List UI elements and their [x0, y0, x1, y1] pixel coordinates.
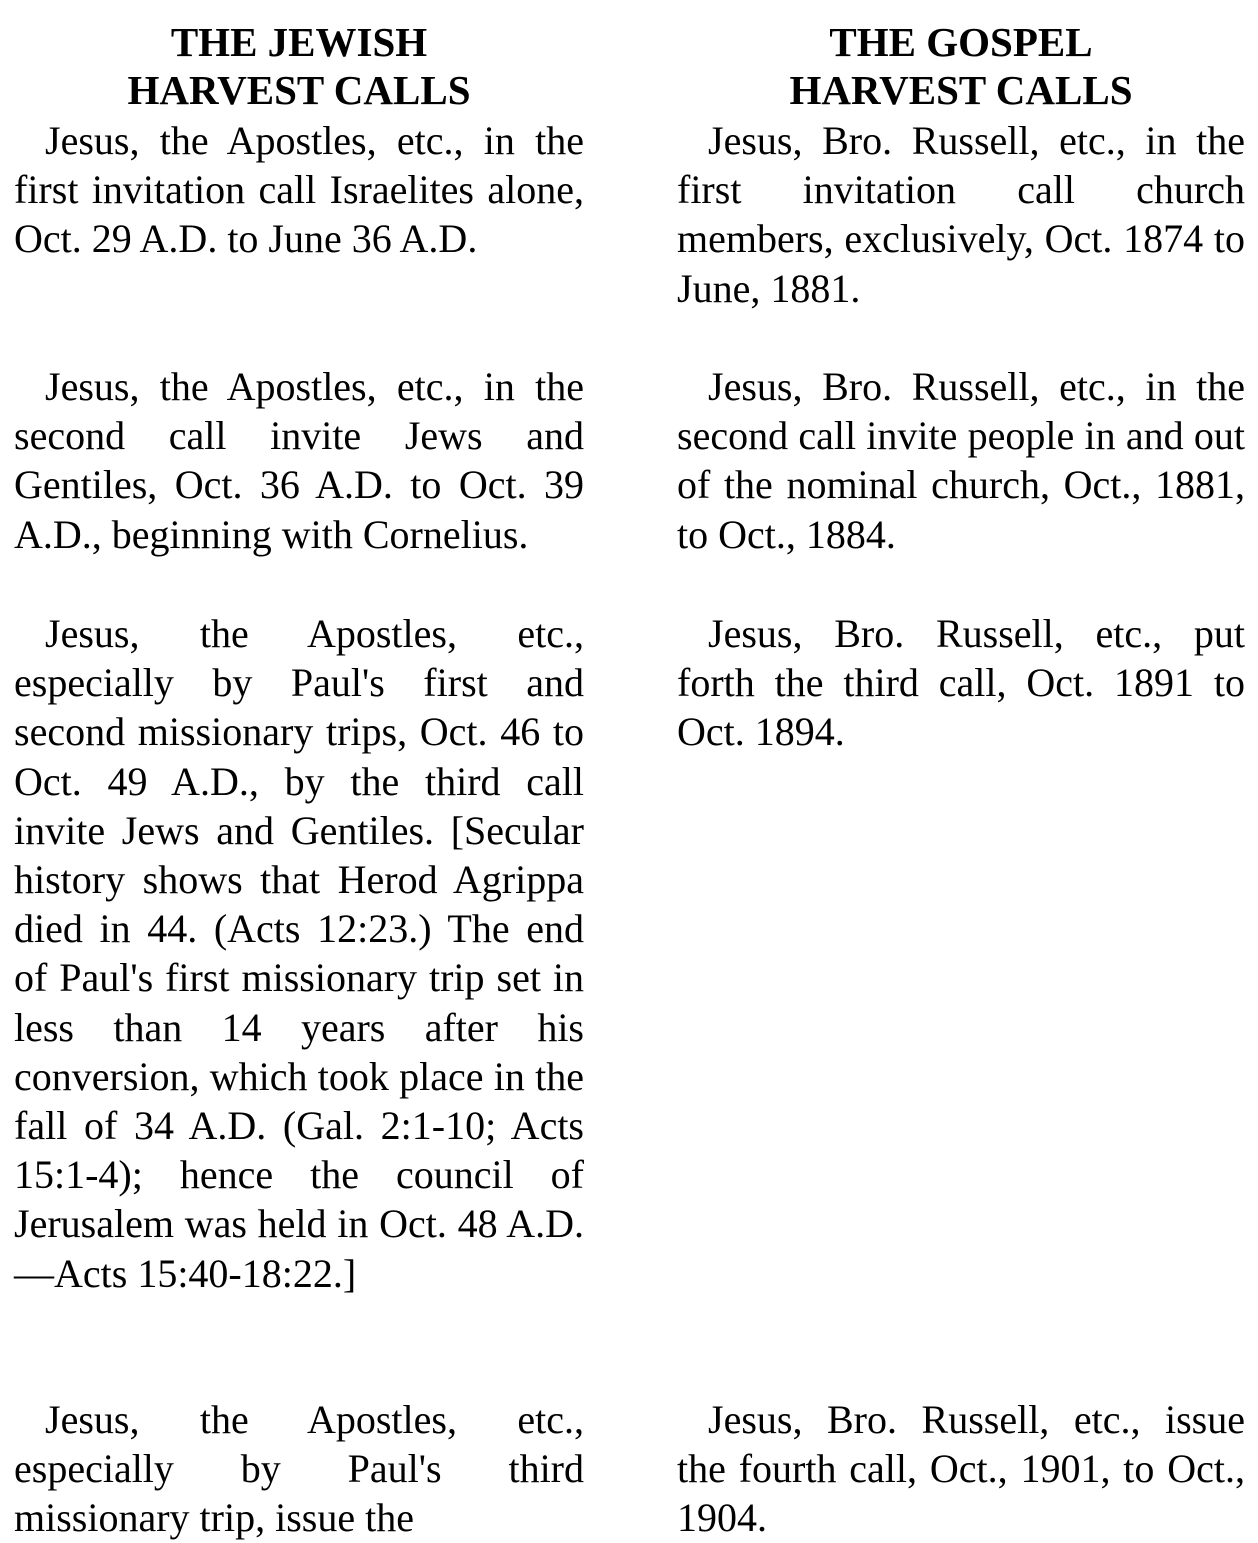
jewish-harvest-column: [14, 18, 584, 1541]
gospel-harvest-column: [677, 18, 1245, 1541]
jewish-second-call-paragraph: Jesus, the Apostles, etc., in the second call invite Jews and Gentiles, Oct. 36 A.D. to Oct. 39 A.D., beginning with Cornelius.: [14, 364, 584, 557]
gospel-column-heading: [677, 18, 1245, 114]
gospel-heading-line-2: HARVEST CALLS: [789, 67, 1133, 113]
jewish-heading-line-1: THE JEWISH: [170, 19, 428, 65]
gospel-fourth-call-paragraph: Jesus, Bro. Russell, etc., issue the fourth call, Oct., 1901, to Oct., 1904.: [677, 1397, 1245, 1541]
jewish-heading-line-2: HARVEST CALLS: [127, 67, 471, 113]
jewish-first-call-paragraph: Jesus, the Apostles, etc., in the first invitation call Israelites alone, Oct. 29 A.D. to June 36 A.D.: [14, 118, 584, 262]
gospel-heading-line-1: THE GOSPEL: [829, 19, 1093, 65]
jewish-fourth-call-paragraph: Jesus, the Apostles, etc., especially by Paul's third missionary trip, issue the: [14, 1397, 584, 1541]
gospel-third-call-paragraph: Jesus, Bro. Russell, etc., put forth the third call, Oct. 1891 to Oct. 1894.: [677, 611, 1245, 755]
gospel-first-call-paragraph: Jesus, Bro. Russell, etc., in the first invitation call church members, exclusively, Oct. 1874 to June, 1881.: [677, 118, 1245, 311]
gospel-second-call-paragraph: Jesus, Bro. Russell, etc., in the second call invite people in and out of the nominal church, Oct., 1881, to Oct., 1884.: [677, 364, 1245, 557]
jewish-third-call-paragraph: Jesus, the Apostles, etc., especially by Paul's first and second missionary trips, Oct. 46 to Oct. 49 A.D., by the third call invite Jews and Gentiles. [Secular history shows that Herod Agrippa died in 44. (Acts 12:23.) The end of Paul's first missionary trip set in less than 14 years after his conversion, which took place in the fall of 34 A.D. (Gal. 2:1-10; Acts 15:1-4); hence the council of Jerusalem was held in Oct. 48 A.D.—Acts 15:40-18:22.]: [14, 611, 584, 1296]
jewish-column-heading: [14, 18, 584, 114]
